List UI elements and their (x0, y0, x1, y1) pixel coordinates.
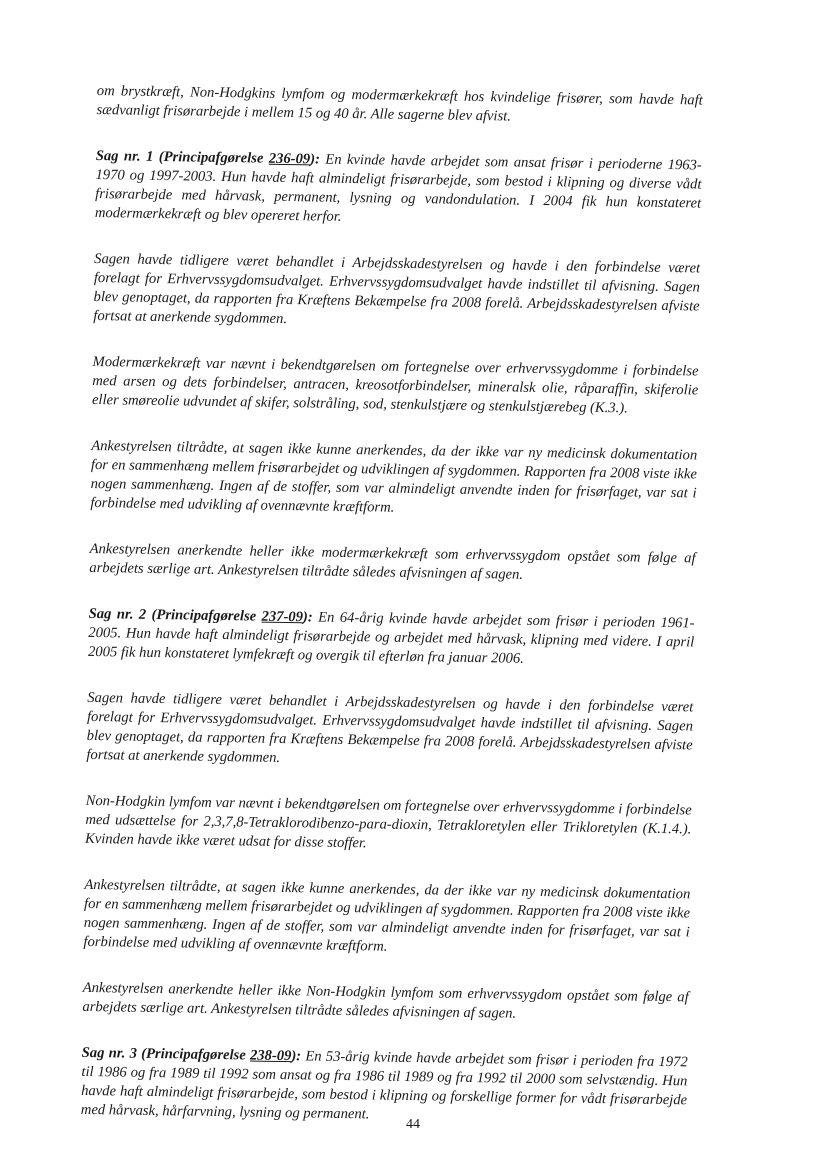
paragraph-text: En kvinde havde arbejdet som ansat frisør i perioderne 1963-1970 og 1997-2003. Hun havde haft almindeligt frisørarbejde, som bestod i klipning og diverse vådt frisørarbejde med hårvask, permanent, lysning og vandondulation. I 2004 fik hun konstateret modermærkekræft og blev opereret herfor. (94, 151, 702, 225)
paragraph (82, 979, 689, 1027)
paragraph (86, 689, 693, 775)
case-title: Sag nr. 1 (Principafgørelse (95, 147, 269, 167)
paragraph-text: En 53-årig kvinde havde arbejdet som frisør i perioden fra 1972 til 1986 og fra 1989 til 1992 som ansat og fra 1986 til 1989 og fra 1992 til 2000 som selvstændig. Hun havde haft almindeligt frisørarbejde, som bestod i klipning og forskellige former for vådt frisørarbejde med hårvask, hårfarvning, lysning og permanent. (80, 1048, 688, 1123)
paragraph-text: Non-Hodgkin lymfom var nævnt i bekendtgørelsen om fortegnelse over erhvervssygdomme i forbindelse med udsættelse for 2,3,7,8-Tetraklorodibenzo-para-dioxin, Tetrakloretylen eller Trikloretylen (K.1.4.). Kvinden havde ikke været udsat for disse stoffer. (84, 792, 692, 852)
case-title-end: ): (302, 609, 313, 626)
paragraph (92, 353, 699, 420)
paragraph (90, 437, 697, 523)
decision-reference-link[interactable]: 237-09 (261, 608, 304, 626)
case-title: Sag nr. 2 (Principafgørelse (88, 605, 262, 625)
page-number: 44 (406, 1117, 420, 1132)
body-text (80, 82, 703, 1156)
paragraph-text: Ankestyrelsen tiltrådte, at sagen ikke kunne anerkendes, da der ikke var ny medicinsk dokumentation for en sammenhæng mellem frisørarbejdet og udviklingen af sygdommen. Rapporten fra 2008 viste ikke nogen sammenhæng. Ingen af de stoffer, som var almindeligt anvendte inden for frisørfaget, var sat i forbindelse med udvikling af ovennævnte kræftform. (83, 876, 691, 955)
decision-reference-link[interactable]: 238-09 (249, 1047, 292, 1065)
case-title: Sag nr. 3 (Principafgørelse (81, 1044, 251, 1064)
paragraph (83, 876, 690, 962)
paragraph-text: Sagen havde tidligere været behandlet i Arbejdsskadestyrelsen og havde i den forbindelse været forelagt for Erhvervssygdomsudvalget. Erhvervssygdomsudvalget havde indstillet til afvisning. Sagen blev genoptaget, da rapporten fra Kræftens Bekæmpelse fra 2008 forelå. Arbejdsskadestyrelsen afviste fortsat at anerkende sygdommen. (86, 689, 694, 766)
paragraph-text: Ankestyrelsen anerkendte heller ikke modermærkekræft som erhvervssygdom opstået som følge af arbejdets særlige art. Ankestyrelsen tiltrådte således afvisningen af sagen. (89, 540, 696, 583)
paragraph (96, 82, 703, 130)
paragraph-text: Ankestyrelsen anerkendte heller ikke Non-Hodgkin lymfom som erhvervssygdom opstået som følge af arbejdets særlige art. Ankestyrelsen tiltrådte således afvisningen af sagen. (82, 979, 689, 1022)
decision-reference-link[interactable]: 236-09 (268, 150, 311, 168)
paragraph (85, 792, 692, 859)
paragraph (89, 540, 696, 588)
case-paragraph (95, 147, 702, 233)
case-title-end: ): (291, 1048, 302, 1065)
case-paragraph (88, 605, 695, 672)
paragraph (93, 250, 700, 336)
paragraph-text: om brystkræft, Non-Hodgkins lymfom og modermærkekræft hos kvindelige frisører, som havde haft sædvanligt frisørarbejde i mellem 15 og 40 år. Alle sagerne blev afvist. (96, 82, 703, 125)
paragraph-text: Sagen havde tidligere været behandlet i Arbejdsskadestyrelsen og havde i den forbindelse været forelagt for Erhvervssygdomsudvalget. Erhvervssygdomsudvalget havde indstillet til afvisning. Sagen blev genoptaget, da rapporten fra Kræftens Bekæmpelse fra 2008 forelå. Arbejdsskadestyrelsen afviste fortsat at anerkende sygdommen. (93, 250, 701, 328)
paragraph-text: Ankestyrelsen tiltrådte, at sagen ikke kunne anerkendes, da der ikke var ny medicinsk dokumentation for en sammenhæng mellem frisørarbejdet og udviklingen af sygdommen. Rapporten fra 2008 viste ikke nogen sammenhæng. Ingen af de stoffer, som var almindeligt anvendte inden for frisørfaget, var sat i forbindelse med udvikling af ovennævnte kræftform. (90, 437, 698, 516)
paragraph-text: En 64-årig kvinde havde arbejdet som frisør i perioden 1961-2005. Hun havde haft almindeligt frisørarbejde og arbejdet med hårvask, klipning med videre. I april 2005 fik hun konstateret lymfekræft og overgik til efterløn fra januar 2006. (87, 609, 695, 667)
paragraph-text: Modermærkekræft var nævnt i bekendtgørelsen om fortegnelse over erhvervssygdomme i forbindelse med arsen og dets forbindelser, antracen, kreosotforbindelser, mineralsk olie, råparaffin, skiferolie eller smøreolie udvundet af skifer, solstråling, sod, stenkulstjære og stenkulstjærebeg (K.3.). (91, 353, 699, 417)
case-title-end: ): (310, 151, 321, 168)
